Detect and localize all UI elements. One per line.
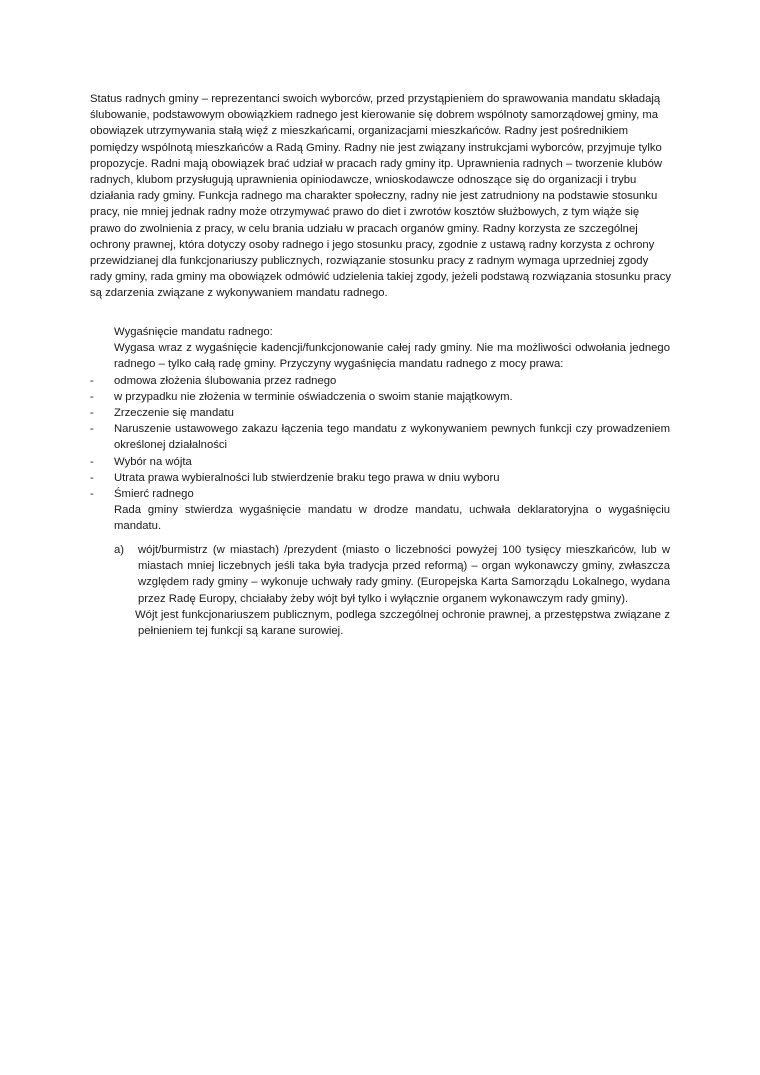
list-dash: - <box>90 407 94 420</box>
list-dash: - <box>90 374 94 387</box>
list-item-text: odmowa złożenia ślubowania przez radnego <box>114 374 337 387</box>
list-item <box>90 373 670 389</box>
list-item <box>90 405 670 421</box>
list-item <box>90 421 670 453</box>
list-item <box>90 389 670 405</box>
list-item <box>114 542 670 607</box>
list-item-text: Naruszenie ustawowego zakazu łączenia tego mandatu z wykonywaniem pewnych funkcji czy prowadzeniem określonej działalności <box>114 423 670 452</box>
intro-paragraph: Status radnych gminy – reprezentanci swoich wyborców, przed przystąpieniem do sprawowania mandatu składają ślubowanie, podstawowym obowiązkiem radnego jest kierowanie się dobrem wspólnoty samorządowej gminy, ma obowiązek utrzymywania stałą więź z mieszkańcami, organizacjami mieszkańców. Radny jest pośrednikiem pomiędzy wspólnotą mieszkańców a Radą Gminy. Radny nie jest związany instrukcjami wyborców, przyjmuje tylko propozycje. Radni mają obowiązek brać udział w pracach rady gminy itp. Uprawnienia radnych – tworzenie klubów radnych, klubom przysługują uprawnienia opiniodawcze, wnioskodawcze odnoszące się do organizacji i trybu działania rady gminy. Funkcja radnego ma charakter społeczny, radny nie jest zatrudniony na podstawie stosunku pracy, nie mniej jednak radny może otrzymywać prawo do diet i zwrotów kosztów służbowych, z tym wiąże się prawo do zwolnienia z pracy, w celu brania udziału w pracach organów gminy. Radny korzysta ze szczególnej ochrony prawnej, która dotyczy osoby radnego i jego stosunku pracy, zgodnie z ustawą radny korzysta z ochrony przewidzianej dla funkcjonariuszy publicznych, rozwiązanie stosunku pracy z radnym wymaga uprzedniej zgody rady gminy, rada gminy ma obowiązek odmówić udzielenia takiej zgody, jeżeli podstawą rozwiązania stosunku pracy są zdarzenia związane z wykonywaniem mandatu radnego. <box>90 93 672 300</box>
list-item-text: Wybór na wójta <box>114 455 192 468</box>
expiry-reasons-list <box>90 373 670 503</box>
list-item <box>90 470 670 486</box>
list-item <box>90 454 670 470</box>
list-dash: - <box>90 488 94 501</box>
executive-organ-section <box>114 542 670 639</box>
executive-organ-text: wójt/burmistrz (w miastach) /prezydent (miasto o liczebności powyżej 100 tysięcy mieszkańców, lub w miastach mniej liczebnych jeśli taka była tradycja przed reformą) – organ wykonawczy gminy, zwłaszcza względem rady gminy – wykonuje uchwały rady gminy. (Europejska Karta Samorządu Lokalnego, wydana przez Radę Europy, chciałaby żeby wójt był tylko i wyłącznie organem wykonawczym rady gminy). <box>138 544 670 605</box>
list-item-text: Zrzeczenie się mandatu <box>114 407 234 420</box>
list-dash: - <box>90 455 94 468</box>
mandate-expiry-closing: Rada gminy stwierdza wygaśnięcie mandatu w drodze mandatu, uchwała deklaratoryjna o wygaśnięciu mandatu. <box>114 504 670 533</box>
list-dash: - <box>90 423 94 436</box>
mandate-expiry-heading: Wygaśnięcie mandatu radnego: <box>114 326 273 338</box>
list-dash: - <box>90 471 94 484</box>
mandate-expiry-section <box>90 324 670 535</box>
list-marker: a) <box>114 544 125 556</box>
list-item-text: Śmierć radnego <box>114 488 194 501</box>
list-item-text: Utrata prawa wybieralności lub stwierdzenie braku tego prawa w dniu wyboru <box>114 471 500 484</box>
list-item-text: w przypadku nie złożenia w terminie oświadczenia o swoim stanie majątkowym. <box>114 390 513 403</box>
mandate-expiry-intro: Wygasa wraz z wygaśnięcie kadencji/funkcjonowanie całej rady gminy. Nie ma możliwości odwołania jednego radnego – tylko całą radę gminy. Przyczyny wygaśnięcia mandatu radnego z mocy prawa: <box>114 342 670 371</box>
list-dash: - <box>90 390 94 403</box>
list-item <box>90 486 670 502</box>
executive-organ-followup: Wójt jest funkcjonariuszem publicznym, podlega szczególnej ochronie prawnej, a przestępstwa związane z pełnieniem tej funkcji są karane surowiej. <box>135 608 670 638</box>
